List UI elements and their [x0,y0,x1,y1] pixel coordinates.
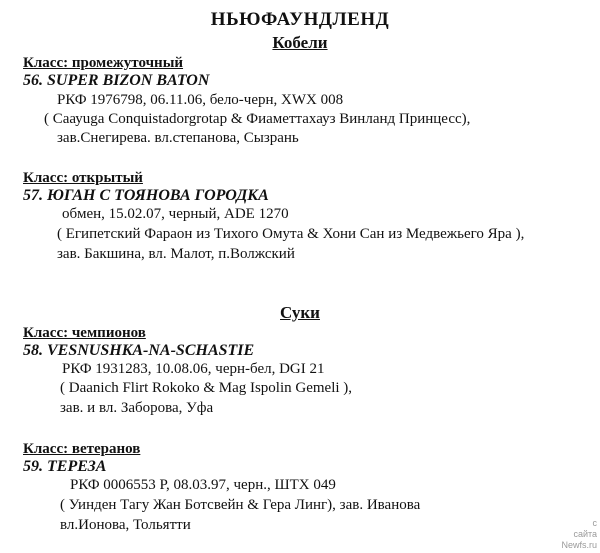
class-label: Класс: чемпионов [23,325,146,341]
breeder-owner-line: зав. Бакшина, вл. Малот, п.Волжский [57,246,295,262]
breed-title: НЬЮФАУНДЛЕНД [210,9,390,30]
registration-line: РКФ 0006553 Р, 08.03.97, черн., ШТХ 049 [70,477,336,493]
class-label: Класс: открытый [23,170,143,186]
class-label: Класс: промежуточный [23,55,184,71]
breeder-owner-line: вл.Ионова, Тольятти [60,517,191,533]
breeder-owner-line: зав.Снегирева. вл.степанова, Сызрань [57,130,299,146]
parents-line: ( Саауuga Conquistadorgrotap & Фиаметтахауз Винланд Принцесс), [44,111,471,127]
watermark-line: Newfs.ru [561,540,597,550]
parents-line: ( Уинден Тагу Жан Ботсвейн & Гера Линг), зав. Иванова [60,497,421,513]
watermark-line: с [592,518,597,528]
class-label: Класс: ветеранов [23,441,141,457]
section-heading-males: Кобели [272,33,328,52]
watermark-line: сайта [573,529,597,539]
dog-name: 58. VESNUSHKA-NA-SCHASTIE [23,342,255,359]
site-watermark [561,518,597,551]
registration-line: обмен, 15.02.07, черный, ADE 1270 [62,206,289,222]
registration-line: РКФ 1931283, 10.08.06, черн-бел, DGI 21 [62,361,325,377]
breeder-owner-line: зав. и вл. Заборова, Уфа [60,400,214,416]
dog-name: 56. SUPER BIZON BATON [23,72,210,89]
parents-line: ( Египетский Фараон из Тихого Омута & Хони Сан из Медвежьего Яра ), [57,226,525,242]
section-heading-females: Суки [280,303,320,322]
parents-line: ( Daanich Flirt Rokoko & Mag Ispolin Gemeli ), [60,380,353,396]
registration-line: РКФ 1976798, 06.11.06, бело-черн, XWX 008 [57,92,344,108]
dog-name: 57. ЮГАН С ТОЯНОВА ГОРОДКА [23,187,269,204]
dog-name: 59. ТЕРЕЗА [23,458,107,475]
